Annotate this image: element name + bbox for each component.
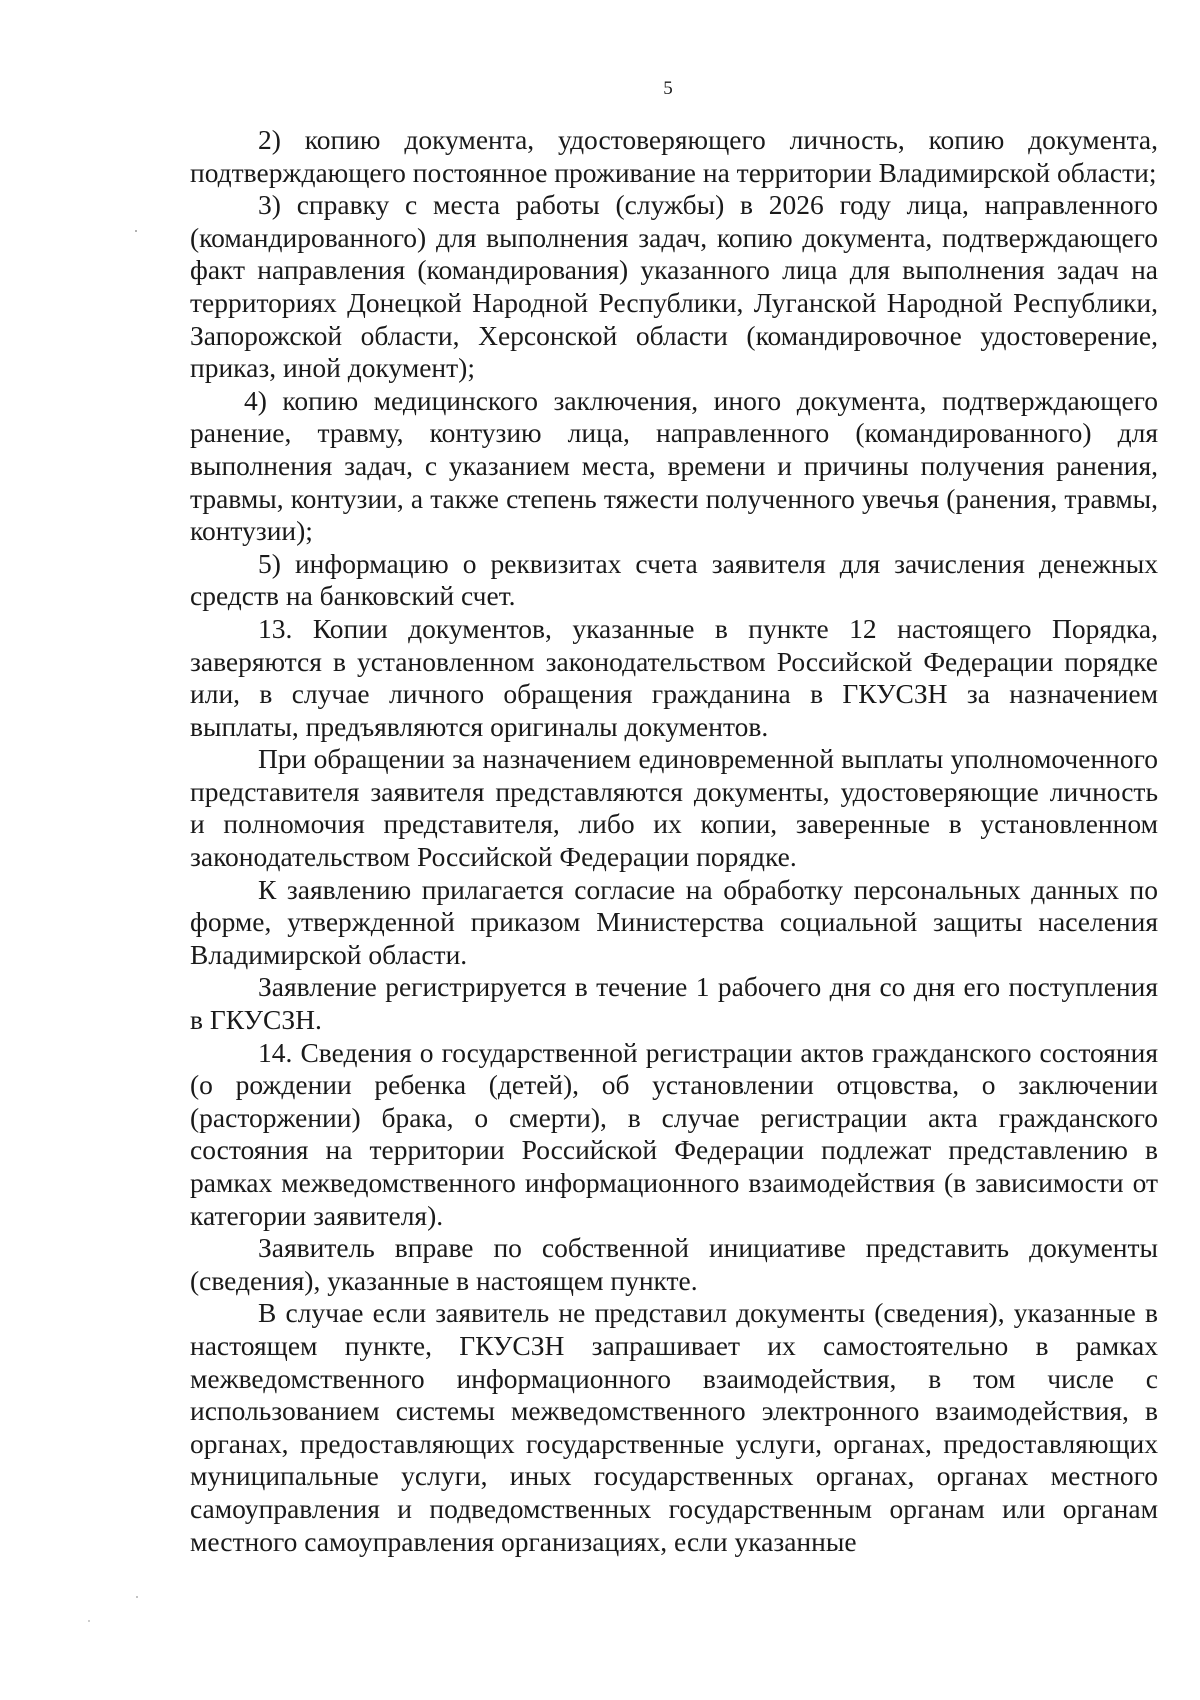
clause-13-consent: К заявлению прилагается согласие на обработку персональных данных по форме, утвержденной приказом Министерства социальной защиты населения Владимирской области. [190, 873, 1158, 970]
list-item-5: 5) информацию о реквизитах счета заявителя для зачисления денежных средств на банковский счет. [190, 547, 1158, 612]
page-number: 5 [663, 78, 673, 99]
clause-14-request: В случае если заявитель не представил документы (сведения), указанные в настоящем пункте, ГКУСЗН запрашивает их самостоятельно в рамках межведомственного информационного взаимодействия, в том числе с использованием системы межведомственного электронного взаимодействия, в органах, предоставляющих государственные услуги, органах, предоставляющих муниципальные услуги, иных государственных органах, органах местного самоуправления и подведомственных государственным органам или органам местного самоуправления организациях, если указанные [190, 1297, 1158, 1557]
clause-13: 13. Копии документов, указанные в пункте 12 настоящего Порядка, заверяются в установленном законодательством Российской Федерации порядке или, в случае личного обращения гражданина в ГКУСЗН за назначением выплаты, предъявляются оригиналы документов. [190, 612, 1158, 742]
clause-13-representative: При обращении за назначением единовременной выплаты уполномоченного представителя заявителя представляются документы, удостоверяющие личность и полномочия представителя, либо их копии, заверенные в установленном законодательством Российской Федерации порядке. [190, 743, 1158, 873]
clause-14-initiative: Заявитель вправе по собственной инициативе представить документы (сведения), указанные в настоящем пункте. [190, 1232, 1158, 1296]
scan-speck [136, 1596, 138, 1598]
document-body [190, 124, 1158, 1558]
list-item-3: 3) справку с места работы (службы) в 2026 году лица, направленного (командированного) для выполнения задач, копию документа, подтверждающего факт направления (командирования) указанного лица для выполнения задач на территориях Донецкой Народной Республики, Луганской Народной Республики, Запорожской области, Херсонской области (командировочное удостоверение, приказ, иной документ); [190, 189, 1158, 384]
list-item-2: 2) копию документа, удостоверяющего личность, копию документа, подтверждающего постоянное проживание на территории Владимирской области; [190, 124, 1158, 188]
clause-13-registration: Заявление регистрируется в течение 1 рабочего дня со дня его поступления в ГКУСЗН. [190, 971, 1158, 1036]
scan-speck [135, 230, 137, 232]
list-item-4: 4) копию медицинского заключения, иного документа, подтверждающего ранение, травму, контузию лица, направленного (командированного) для выполнения задач, с указанием места, времени и причины получения ранения, травмы, контузии, а также степень тяжести полученного увечья (ранения, травмы, контузии); [190, 384, 1158, 547]
scan-speck [88, 1620, 90, 1622]
clause-14: 14. Сведения о государственной регистрации актов гражданского состояния (о рождении ребенка (детей), об установлении отцовства, о заключении (расторжении) брака, о смерти), в случае регистрации акта гражданского состояния на территории Российской Федерации подлежат представлению в рамках межведомственного информационного взаимодействия (в зависимости от категории заявителя). [190, 1036, 1158, 1231]
